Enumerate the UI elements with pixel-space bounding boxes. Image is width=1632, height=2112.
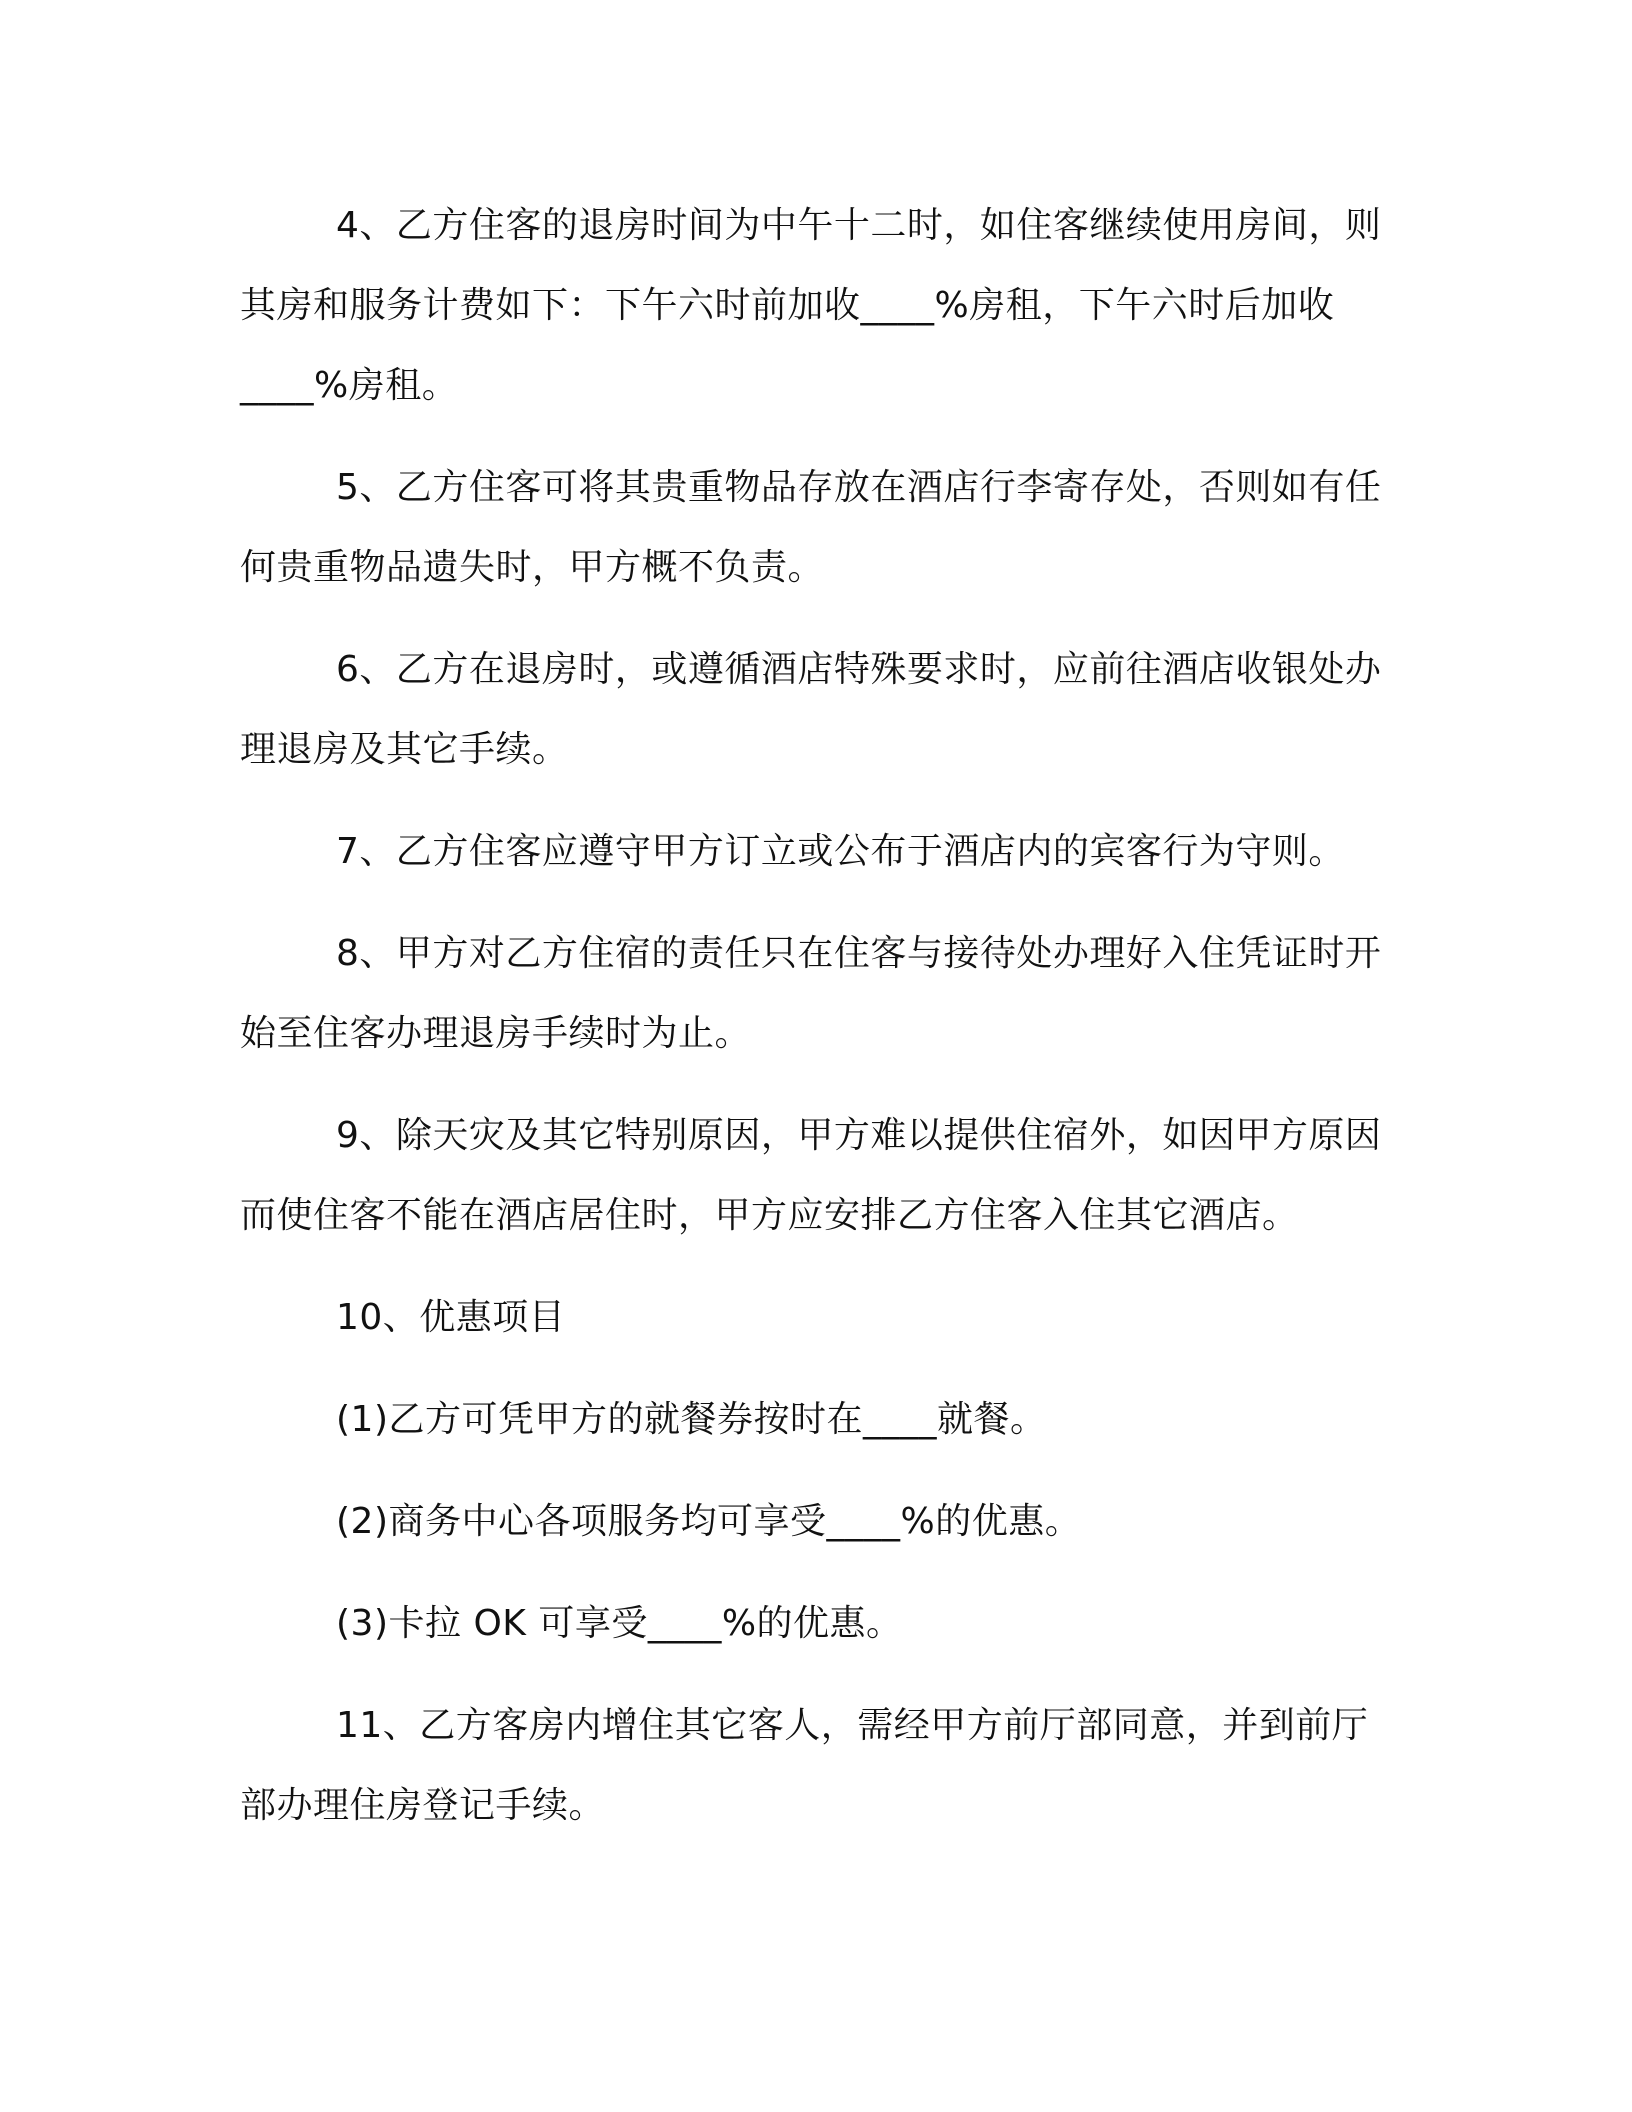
paragraph-guest-rules: 7、乙方住客应遵守甲方订立或公布于酒店内的宾客行为守则。 — [336, 831, 1345, 872]
paragraph-discount-karaoke: (3)卡拉 OK 可享受____%的优惠。 — [336, 1603, 903, 1644]
paragraph-responsibility: 8、甲方对乙方住宿的责任只在住客与接待处办理好入住凭证时开始至住客办理退房手续时为止。 — [240, 933, 1382, 1054]
document-body — [240, 186, 1390, 1868]
paragraph-discount-business-center: (2)商务中心各项服务均可享受____%的优惠。 — [336, 1501, 1082, 1542]
paragraph-extra-guests: 11、乙方客房内增住其它客人，需经甲方前厅部同意，并到前厅部办理住房登记手续。 — [240, 1705, 1369, 1826]
paragraph-discount-heading: 10、优惠项目 — [336, 1297, 566, 1338]
paragraph-discount-meal: (1)乙方可凭甲方的就餐券按时在____就餐。 — [336, 1399, 1047, 1440]
paragraph-checkout-procedure: 6、乙方在退房时，或遵循酒店特殊要求时，应前往酒店收银处办理退房及其它手续。 — [240, 649, 1382, 770]
paragraph-alternative-hotel: 9、除天灾及其它特别原因，甲方难以提供住宿外，如因甲方原因而使住客不能在酒店居住时，甲方应安排乙方住客入住其它酒店。 — [240, 1115, 1382, 1236]
paragraph-valuables: 5、乙方住客可将其贵重物品存放在酒店行李寄存处，否则如有任何贵重物品遗失时，甲方概不负责。 — [240, 467, 1382, 588]
paragraph-checkout-time: 4、乙方住客的退房时间为中午十二时，如住客继续使用房间，则其房和服务计费如下：下午六时前加收____%房租，下午六时后加收____%房租。 — [240, 205, 1382, 406]
